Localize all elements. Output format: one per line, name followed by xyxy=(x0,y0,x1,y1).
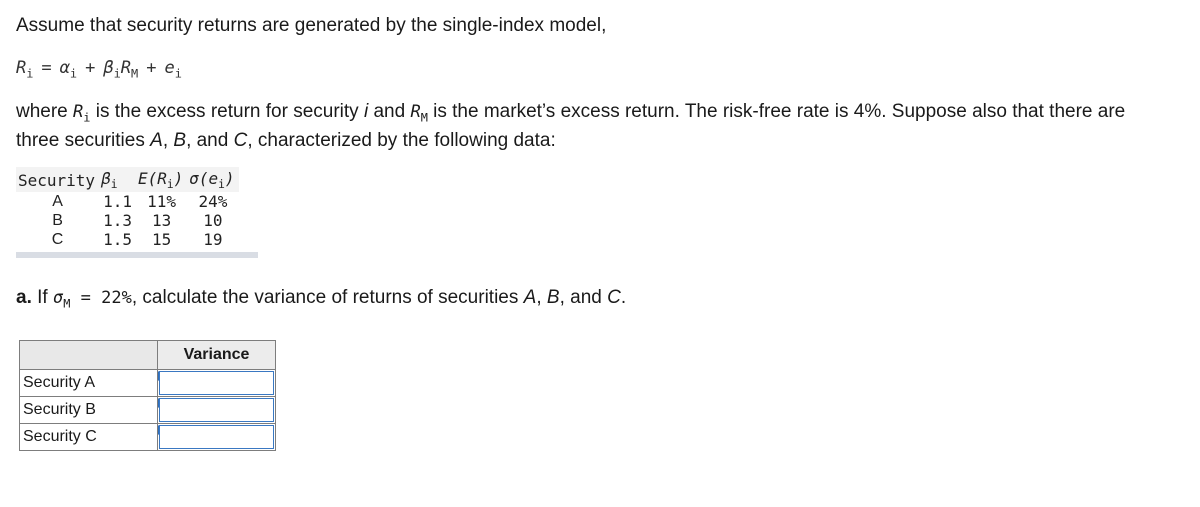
formula-beta: $\beta_i$ xyxy=(103,58,121,81)
expected-return-value: 11% xyxy=(147,192,177,212)
answer-row xyxy=(20,397,276,424)
table-row xyxy=(16,230,239,249)
residual-sd-value: 19 xyxy=(203,230,223,250)
security-name: A xyxy=(52,193,63,211)
where-paragraph: where $R_i$ is the excess return for security i and $R_M$ is the market’s excess return. The risk-free rate is 4%. Suppose also that there are three securities A, B, and C, characterized by the following data: xyxy=(16,101,1126,152)
question-label: a. xyxy=(16,287,32,308)
formula-lhs: $R_i$ xyxy=(16,58,34,81)
expected-return-value: 15 xyxy=(151,230,172,250)
formula-e: $e_i$ xyxy=(164,58,182,81)
table-row xyxy=(16,192,239,211)
beta-value: 1.1 xyxy=(103,192,132,212)
residual-sd-value: 24% xyxy=(198,192,228,212)
security-name: C xyxy=(51,231,64,249)
question-a: a. If $\sigma_M = 22\%$, calculate the variance of returns of securities A, B, and C. xyxy=(16,287,627,311)
answer-row-label: Security B xyxy=(20,397,158,424)
header-beta: $\beta_i$ xyxy=(99,167,136,192)
variance-header: Variance xyxy=(158,341,276,370)
answer-header-row xyxy=(20,341,276,370)
index-model-formula: $R_i = \alpha_i + \beta_iR_M + e_i$ xyxy=(16,58,182,81)
residual-sd-value: 10 xyxy=(203,211,223,231)
expected-return-value: 13 xyxy=(151,211,172,231)
header-expected-return: $E(R_i)$ xyxy=(136,167,187,192)
securities-data-table xyxy=(16,167,239,249)
answer-header-blank xyxy=(20,341,158,370)
beta-value: 1.5 xyxy=(103,230,132,250)
answer-row xyxy=(20,370,276,397)
answer-row-label: Security C xyxy=(20,424,158,451)
data-table-header-row xyxy=(16,167,239,192)
answer-table xyxy=(19,340,276,451)
table-row xyxy=(16,211,239,230)
formula-alpha: $\alpha_i$ xyxy=(59,58,78,81)
header-residual-sd: $\sigma(e_i)$ xyxy=(187,167,238,192)
variance-input-b[interactable] xyxy=(159,398,274,422)
answer-row xyxy=(20,424,276,451)
header-security: Security xyxy=(16,167,99,192)
variance-input-a[interactable] xyxy=(159,371,274,395)
intro-text: Assume that security returns are generated by the single-index model, xyxy=(16,15,607,36)
beta-value: 1.3 xyxy=(103,211,132,231)
variance-input-c[interactable] xyxy=(159,425,274,449)
security-name: B xyxy=(52,212,63,230)
table-bottom-rule xyxy=(16,252,258,258)
answer-row-label: Security A xyxy=(20,370,158,397)
formula-rm: $R_M$ xyxy=(120,58,139,81)
